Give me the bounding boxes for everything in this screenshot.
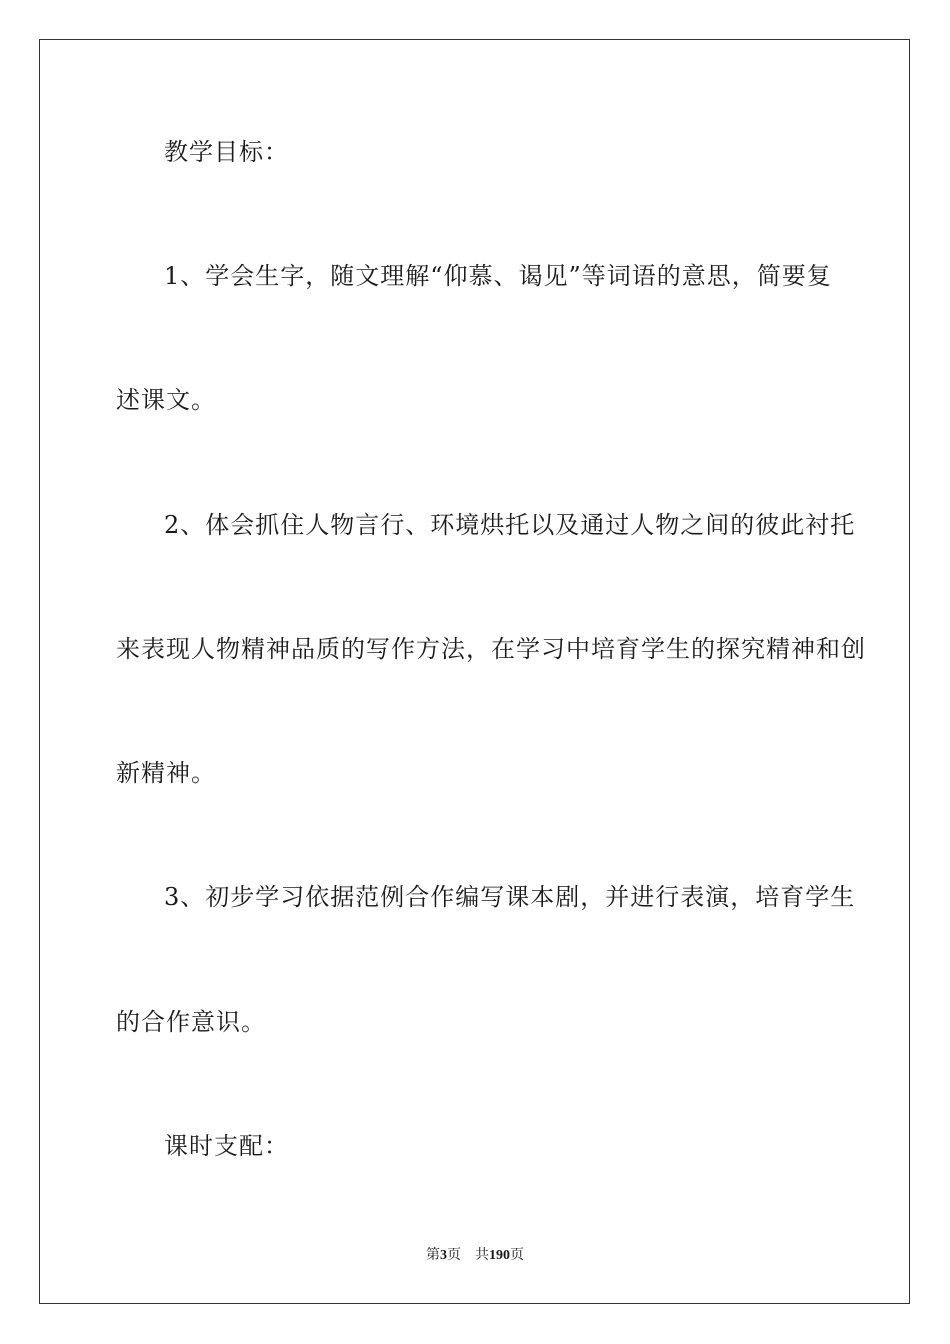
paragraph-line: 3、初步学习依据范例合作编写课本剧，并进行表演，培育学生	[164, 883, 856, 911]
paragraph-line: 新精神。	[116, 759, 216, 787]
total-pages: 190	[489, 1248, 510, 1263]
paragraph-line: 2、体会抓住人物言行、环境烘托以及通过人物之间的彼此衬托	[164, 511, 856, 539]
page-number: 3	[440, 1248, 447, 1263]
page-footer	[0, 1247, 950, 1265]
paragraph-line: 来表现人物精神品质的写作方法，在学习中培育学生的探究精神和创	[116, 635, 866, 663]
paragraph-line: 1、学会生字，随文理解“仰慕、谒见”等词语的意思，简要复	[164, 262, 832, 290]
page-suffix: 页	[447, 1248, 461, 1263]
page-border	[39, 39, 910, 1304]
paragraph-line: 的合作意识。	[116, 1008, 266, 1036]
paragraph-line: 述课文。	[116, 386, 216, 414]
total-suffix: 页	[510, 1248, 524, 1263]
heading-class-schedule: 课时支配：	[164, 1132, 289, 1160]
page-prefix: 第	[426, 1248, 440, 1263]
heading-teaching-goals: 教学目标：	[164, 138, 289, 166]
total-prefix: 共	[475, 1248, 489, 1263]
